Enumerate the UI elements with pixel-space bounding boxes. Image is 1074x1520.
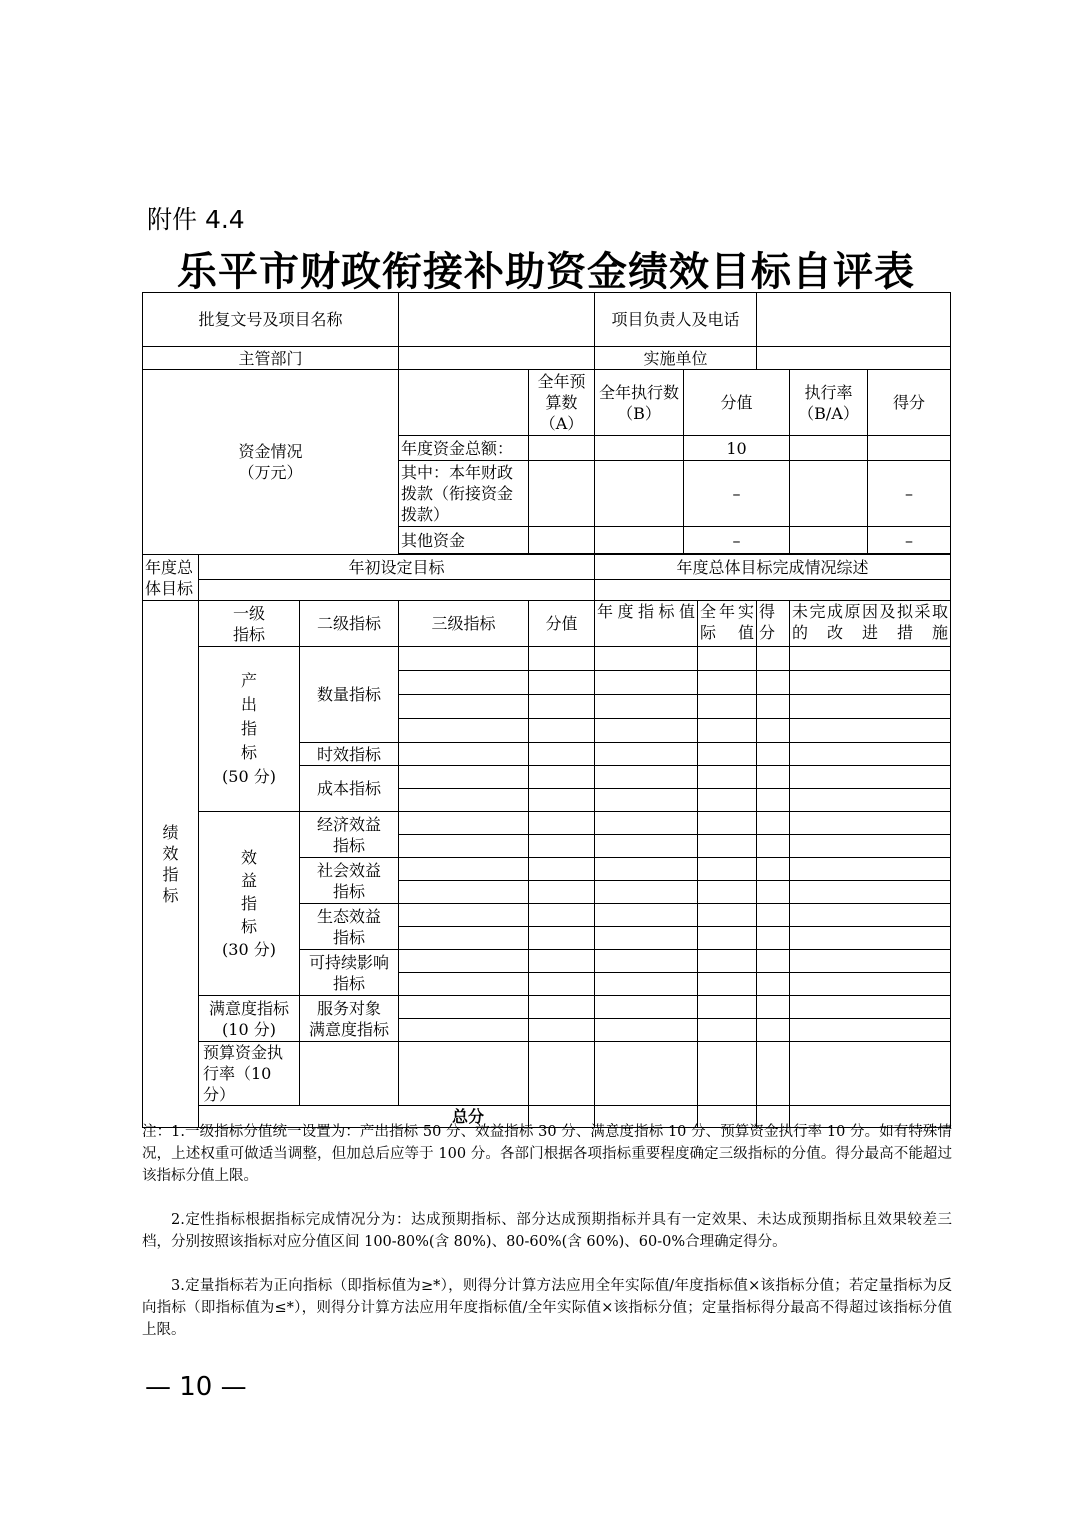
reason-cell[interactable] <box>790 927 951 950</box>
implementer-label: 实施单位 <box>595 347 757 370</box>
target-cell[interactable] <box>595 1019 698 1042</box>
reason-cell[interactable] <box>790 647 951 671</box>
result-cell[interactable] <box>757 1019 790 1042</box>
col-level3: 三级指标 <box>399 601 529 647</box>
timeliness-indicator: 时效指标 <box>300 743 399 766</box>
reason-cell[interactable] <box>790 973 951 996</box>
row-fiscal-label: 其中：本年财政 拨款（衔接资金 拨款） <box>399 461 529 527</box>
total-score-cell[interactable] <box>868 436 951 461</box>
reason-cell[interactable] <box>790 950 951 973</box>
other-score-result: – <box>868 527 951 554</box>
target-cell[interactable] <box>595 647 698 671</box>
target-cell[interactable] <box>595 927 698 950</box>
total-score-value: 10 <box>684 436 790 461</box>
implementer-value[interactable] <box>757 347 951 370</box>
project-manager-value[interactable] <box>757 293 951 347</box>
actual-cell[interactable] <box>698 766 757 789</box>
target-cell[interactable] <box>595 812 698 835</box>
reason-cell[interactable] <box>790 789 951 812</box>
cost-indicator: 成本指标 <box>300 766 399 812</box>
level3-cell[interactable] <box>399 1019 529 1042</box>
result-cell[interactable] <box>757 695 790 719</box>
result-cell[interactable] <box>757 950 790 973</box>
page-title: 乐平市财政衔接补助资金绩效目标自评表 <box>177 249 915 295</box>
col-level1: 一级 指标 <box>199 601 300 647</box>
score-cell[interactable] <box>529 1019 595 1042</box>
total-budget-cell[interactable] <box>529 436 595 461</box>
notes <box>142 1121 952 1363</box>
result-cell[interactable] <box>757 812 790 835</box>
actual-cell[interactable] <box>698 719 757 743</box>
col-annual-target: 年度指标值 <box>595 601 698 647</box>
actual-cell[interactable] <box>698 904 757 927</box>
total-rate-cell[interactable] <box>790 436 868 461</box>
col-actual-value: 全年实际值 <box>698 601 757 647</box>
competent-dept-value[interactable] <box>399 347 595 370</box>
note-2: 2.定性指标根据指标完成情况分为：达成预期指标、部分达成预期指标并具有一定效果、未达成预期指标且效果较差三档，分别按照该指标对应分值区间 100-80%(含 80%)、80-60%(含 60%)、60-0%合理确定得分。 <box>142 1212 952 1250</box>
actual-cell[interactable] <box>698 671 757 695</box>
other-budget-cell[interactable] <box>529 527 595 554</box>
level3-cell[interactable] <box>399 743 529 766</box>
level3-cell[interactable] <box>399 996 529 1019</box>
level3-cell[interactable] <box>399 927 529 950</box>
total-exec-cell[interactable] <box>595 436 684 461</box>
project-manager-label: 项目负责人及电话 <box>595 293 757 347</box>
score-cell[interactable] <box>529 881 595 904</box>
fiscal-exec-cell[interactable] <box>595 461 684 527</box>
annual-goal-label: 年度总 体目标 <box>143 555 199 601</box>
result-cell[interactable] <box>757 671 790 695</box>
target-cell[interactable] <box>595 743 698 766</box>
fiscal-rate-cell[interactable] <box>790 461 868 527</box>
row-other-funds-label: 其他资金 <box>399 527 529 554</box>
score-cell[interactable] <box>529 695 595 719</box>
result-cell[interactable] <box>757 996 790 1019</box>
result-cell[interactable] <box>757 647 790 671</box>
target-cell[interactable] <box>595 789 698 812</box>
target-cell[interactable] <box>595 858 698 881</box>
level3-cell[interactable] <box>399 1042 529 1106</box>
social-benefit-indicator: 社会效益 指标 <box>300 858 399 904</box>
approval-doc-label: 批复文号及项目名称 <box>143 293 399 347</box>
level3-cell[interactable] <box>399 789 529 812</box>
actual-cell[interactable] <box>698 743 757 766</box>
fiscal-score-value: – <box>684 461 790 527</box>
reason-cell[interactable] <box>790 695 951 719</box>
score-cell[interactable] <box>529 973 595 996</box>
self-evaluation-form <box>142 292 951 1128</box>
actual-cell[interactable] <box>698 647 757 671</box>
level3-cell[interactable] <box>399 835 529 858</box>
target-cell[interactable] <box>595 950 698 973</box>
level3-cell[interactable] <box>399 671 529 695</box>
note-1: 注：1.一级指标分值统一设置为：产出指标 50 分、效益指标 30 分、满意度指标 10 分、预算资金执行率 10 分。如有特殊情况，上述权重可做适当调整，但加总后应等于 100 分。各部门根据各项指标重要程度确定三级指标的分值。得分最高不能超过该指标分值上限。 <box>142 1124 952 1184</box>
col-reason: 未完成原因及拟采取的改进措施 <box>790 601 951 647</box>
col-indicator-score-value: 分值 <box>529 601 595 647</box>
score-cell[interactable] <box>529 904 595 927</box>
reason-cell[interactable] <box>790 835 951 858</box>
approval-doc-value[interactable] <box>399 293 595 347</box>
level3-cell[interactable] <box>399 973 529 996</box>
actual-cell[interactable] <box>698 950 757 973</box>
score-cell[interactable] <box>529 812 595 835</box>
target-cell[interactable] <box>595 973 698 996</box>
attachment-label: 附件 4.4 <box>147 205 245 234</box>
level3-cell[interactable] <box>399 695 529 719</box>
goal-completion-label: 年度总体目标完成情况综述 <box>595 555 951 580</box>
score-cell[interactable] <box>529 1042 595 1106</box>
reason-cell[interactable] <box>790 743 951 766</box>
actual-cell[interactable] <box>698 927 757 950</box>
service-satisfaction-indicator: 服务对象 满意度指标 <box>300 996 399 1042</box>
level3-cell[interactable] <box>399 858 529 881</box>
result-cell[interactable] <box>757 973 790 996</box>
other-exec-cell[interactable] <box>595 527 684 554</box>
target-cell[interactable] <box>595 719 698 743</box>
actual-cell[interactable] <box>698 789 757 812</box>
result-cell[interactable] <box>757 719 790 743</box>
level2-cell[interactable] <box>300 1042 399 1106</box>
level3-cell[interactable] <box>399 904 529 927</box>
score-cell[interactable] <box>529 743 595 766</box>
target-cell[interactable] <box>595 904 698 927</box>
initial-goal-value[interactable] <box>199 580 595 601</box>
reason-cell[interactable] <box>790 996 951 1019</box>
result-cell[interactable] <box>757 881 790 904</box>
score-cell[interactable] <box>529 858 595 881</box>
score-cell[interactable] <box>529 671 595 695</box>
level3-cell[interactable] <box>399 719 529 743</box>
reason-cell[interactable] <box>790 766 951 789</box>
actual-cell[interactable] <box>698 1042 757 1106</box>
competent-dept-label: 主管部门 <box>143 347 399 370</box>
result-cell[interactable] <box>757 858 790 881</box>
result-cell[interactable] <box>757 904 790 927</box>
col-indicator-score: 得分 <box>757 601 790 647</box>
score-cell[interactable] <box>529 927 595 950</box>
score-cell[interactable] <box>529 766 595 789</box>
reason-cell[interactable] <box>790 858 951 881</box>
score-cell[interactable] <box>529 996 595 1019</box>
sustainable-impact-indicator: 可持续影响 指标 <box>300 950 399 996</box>
reason-cell[interactable] <box>790 1042 951 1106</box>
row-total-funds-label: 年度资金总额： <box>399 436 529 461</box>
actual-cell[interactable] <box>698 973 757 996</box>
total-score-label: 总分 <box>199 1106 529 1128</box>
target-cell[interactable] <box>595 881 698 904</box>
target-cell[interactable] <box>595 835 698 858</box>
performance-indicators-label: 绩效指标 <box>143 601 199 1128</box>
target-cell[interactable] <box>595 766 698 789</box>
budget-execution-rate-indicator: 预算资金执 行率（10 分） <box>199 1042 300 1106</box>
reason-cell[interactable] <box>790 812 951 835</box>
col-exec-b: 全年执行数 （B） <box>595 370 684 436</box>
col-score: 得分 <box>868 370 951 436</box>
reason-cell[interactable] <box>790 1019 951 1042</box>
note-3: 3.定量指标若为正向指标（即指标值为≥*），则得分计算方法应用全年实际值/年度指标值×该指标分值；若定量指标为反向指标（即指标值为≤*），则得分计算方法应用年度指标值/全年实际值×该指标分值；定量指标得分最高不得超过该指标分值上限。 <box>142 1278 952 1338</box>
result-cell[interactable] <box>757 835 790 858</box>
page-number: — 10 — <box>145 1372 247 1402</box>
result-cell[interactable] <box>757 927 790 950</box>
reason-cell[interactable] <box>790 904 951 927</box>
reason-cell[interactable] <box>790 881 951 904</box>
result-cell[interactable] <box>757 743 790 766</box>
quantity-indicator: 数量指标 <box>300 647 399 743</box>
col-score-value: 分值 <box>684 370 790 436</box>
satisfaction-indicators: 满意度指标 (10 分) <box>199 996 300 1042</box>
funds-section-label: 资金情况 （万元） <box>143 370 399 555</box>
target-cell[interactable] <box>595 695 698 719</box>
result-cell[interactable] <box>757 789 790 812</box>
score-cell[interactable] <box>529 647 595 671</box>
target-cell[interactable] <box>595 671 698 695</box>
actual-cell[interactable] <box>698 858 757 881</box>
actual-cell[interactable] <box>698 695 757 719</box>
ecological-benefit-indicator: 生态效益 指标 <box>300 904 399 950</box>
economic-benefit-indicator: 经济效益 指标 <box>300 812 399 858</box>
fiscal-budget-cell[interactable] <box>529 461 595 527</box>
col-level2: 二级指标 <box>300 601 399 647</box>
benefit-indicators: 效 益 指 标 (30 分) <box>199 812 300 996</box>
fiscal-score-result: – <box>868 461 951 527</box>
level3-cell[interactable] <box>399 881 529 904</box>
actual-cell[interactable] <box>698 812 757 835</box>
goal-completion-value[interactable] <box>595 580 951 601</box>
target-cell[interactable] <box>595 996 698 1019</box>
actual-cell[interactable] <box>698 835 757 858</box>
reason-cell[interactable] <box>790 719 951 743</box>
score-cell[interactable] <box>529 789 595 812</box>
result-cell[interactable] <box>757 766 790 789</box>
funds-blank-header <box>399 370 529 436</box>
initial-goal-label: 年初设定目标 <box>199 555 595 580</box>
other-score-value: – <box>684 527 790 554</box>
target-cell[interactable] <box>595 1042 698 1106</box>
col-exec-rate: 执行率 （B/A） <box>790 370 868 436</box>
output-indicators: 产 出 指 标 (50 分) <box>199 647 300 812</box>
actual-cell[interactable] <box>698 881 757 904</box>
level3-cell[interactable] <box>399 766 529 789</box>
score-cell[interactable] <box>529 950 595 973</box>
actual-cell[interactable] <box>698 996 757 1019</box>
reason-cell[interactable] <box>790 671 951 695</box>
actual-cell[interactable] <box>698 1019 757 1042</box>
other-rate-cell[interactable] <box>790 527 868 554</box>
result-cell[interactable] <box>757 1042 790 1106</box>
score-cell[interactable] <box>529 719 595 743</box>
col-budget-a: 全年预 算数 （A） <box>529 370 595 436</box>
level3-cell[interactable] <box>399 812 529 835</box>
level3-cell[interactable] <box>399 647 529 671</box>
score-cell[interactable] <box>529 835 595 858</box>
level3-cell[interactable] <box>399 950 529 973</box>
